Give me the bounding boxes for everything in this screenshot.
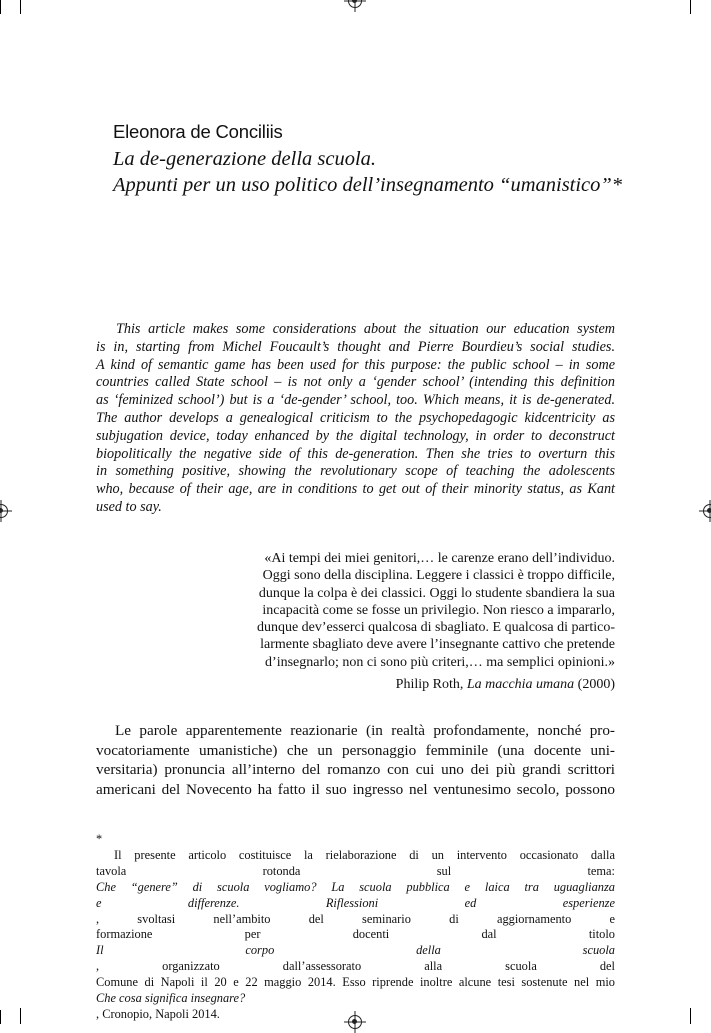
title-line-1: La de-generazione della scuola. [113,148,377,170]
footnote-text: , Cronopio, Napoli 2014. [96,1006,220,1021]
footnote-line [96,991,615,1023]
footnote-text: , svoltasi nell’ambito del seminario di aggiornamento e [96,911,615,926]
registration-mark-right-icon [703,504,711,518]
registration-mark-top-icon [348,0,362,8]
crop-mark-bottom-left2 [0,1010,1,1024]
footnote-line [96,832,615,864]
epigraph-line: Oggi sono della disciplina. Leggere i classici è troppo difficile, [262,568,615,584]
crop-mark-bottom-right [690,1008,691,1024]
footnote-line [96,864,615,896]
crop-mark-top-left-v [20,0,21,14]
footnote-italic: Che cosa significa insegnare? [96,991,246,1006]
epigraph-line: «Ai tempi dei miei genitori,… le carenze erano dell’individuo. [264,551,615,566]
footnote-line [96,896,615,928]
abstract-line: The author develops a genealogical criticism to the psychopedagogic kidcentricity as [96,409,615,426]
abstract-line: subjugation device, today enhanced by the digital technology, in order to deconstruct [96,427,615,444]
crop-mark-top-right [690,0,691,14]
crop-mark-bottom-left [20,1008,21,1024]
footnote-text: Il presente articolo costituisce la rielaborazione di un intervento occasionato dalla [114,847,615,862]
footnote-italic: Il corpo della scuola [96,943,615,958]
footnote-line: Comune di Napoli il 20 e 22 maggio 2014. Esso riprende inoltre alcune tesi sostenute nel mio [96,975,615,990]
attribution-work: La macchia umana [466,677,575,692]
attribution-year: (2000) [577,677,615,692]
epigraph-line: incapacità come se fosse un privilegio. Non riesco a impararlo, [262,602,615,618]
footnote-text: , organizzato dall’assessorato alla scuola del [96,959,615,974]
attribution-author: Philip Roth, [395,677,464,692]
epigraph-line: dunque dev’esserci qualcosa di sbagliato. E qualcosa di partico- [256,620,615,636]
abstract-line: is in, starting from Michel Foucault’s thought and Pierre Bourdieu’s social studies. [96,338,615,355]
epigraph-quote [235,550,615,671]
epigraph-line: d’insegnarlo; non ci sono più criteri,… ma semplici opinioni.» [265,654,615,670]
abstract-line: as ‘feminized school’) but is a ‘de-gender’ school, too. Which means, it is de-generated. [96,392,615,409]
body-line: Le parole apparentemente reazionarie (in realtà profondamente, nonché pro- [115,722,615,739]
body-line: americani del Novecento ha fatto il suo ingresso nel ventunesimo secolo, possono [96,780,615,798]
footnote-line [96,927,615,975]
body-line: versitaria) pronuncia all’interno del romanzo con cui uno dei più grandi scrittori [96,761,615,779]
title-line-2: Appunti per un uso politico dell’insegnamento “umanistico”* [113,174,623,196]
footnote-text: tavola rotonda sul tema: [96,863,615,878]
registration-mark-left-icon [0,504,8,518]
author-name: Eleonora de Conciliis [113,121,283,142]
footnote-italic: e differenze. Riflessioni ed esperienze [96,895,615,910]
crop-mark-top-left [0,0,1,14]
abstract-line: This article makes some considerations about the situation our education system [116,321,615,337]
footnote [96,832,615,1023]
abstract-line: in something positive, showing the revolutionary scope of teaching the adolescents [96,463,615,480]
epigraph-line: dunque la colpa è dei classici. Oggi lo studente sbandiera la sua [258,585,615,601]
body-paragraph [96,721,615,799]
abstract-line: A kind of semantic game has been used for this purpose: the public school – in some [96,356,615,373]
epigraph-attribution [396,677,615,693]
body-line: vocatoriamente umanistiche) che un personaggio femminile (una docente uni- [96,741,615,759]
abstract-line: used to say. [96,498,162,515]
footnote-text: formazione per docenti dal titolo [96,927,615,942]
abstract-line: biopolitically the negative side of this de-generation. Then she tries to overturn this [96,445,615,462]
footnote-marker: * [96,832,103,846]
article-title [113,146,653,198]
abstract-line: countries called State school – is not only a ‘gender school’ (intending this definition [96,374,615,391]
footnote-italic: Che “genere” di scuola vogliamo? La scuola pubblica e laica tra uguaglianza [96,879,615,894]
abstract-line: who, because of their age, are in conditions to get out of their minority status, as Kant [96,481,615,498]
epigraph-line: larmente sbagliato deve avere l’insegnante cattivo che pretende [260,637,615,653]
abstract [96,321,615,517]
